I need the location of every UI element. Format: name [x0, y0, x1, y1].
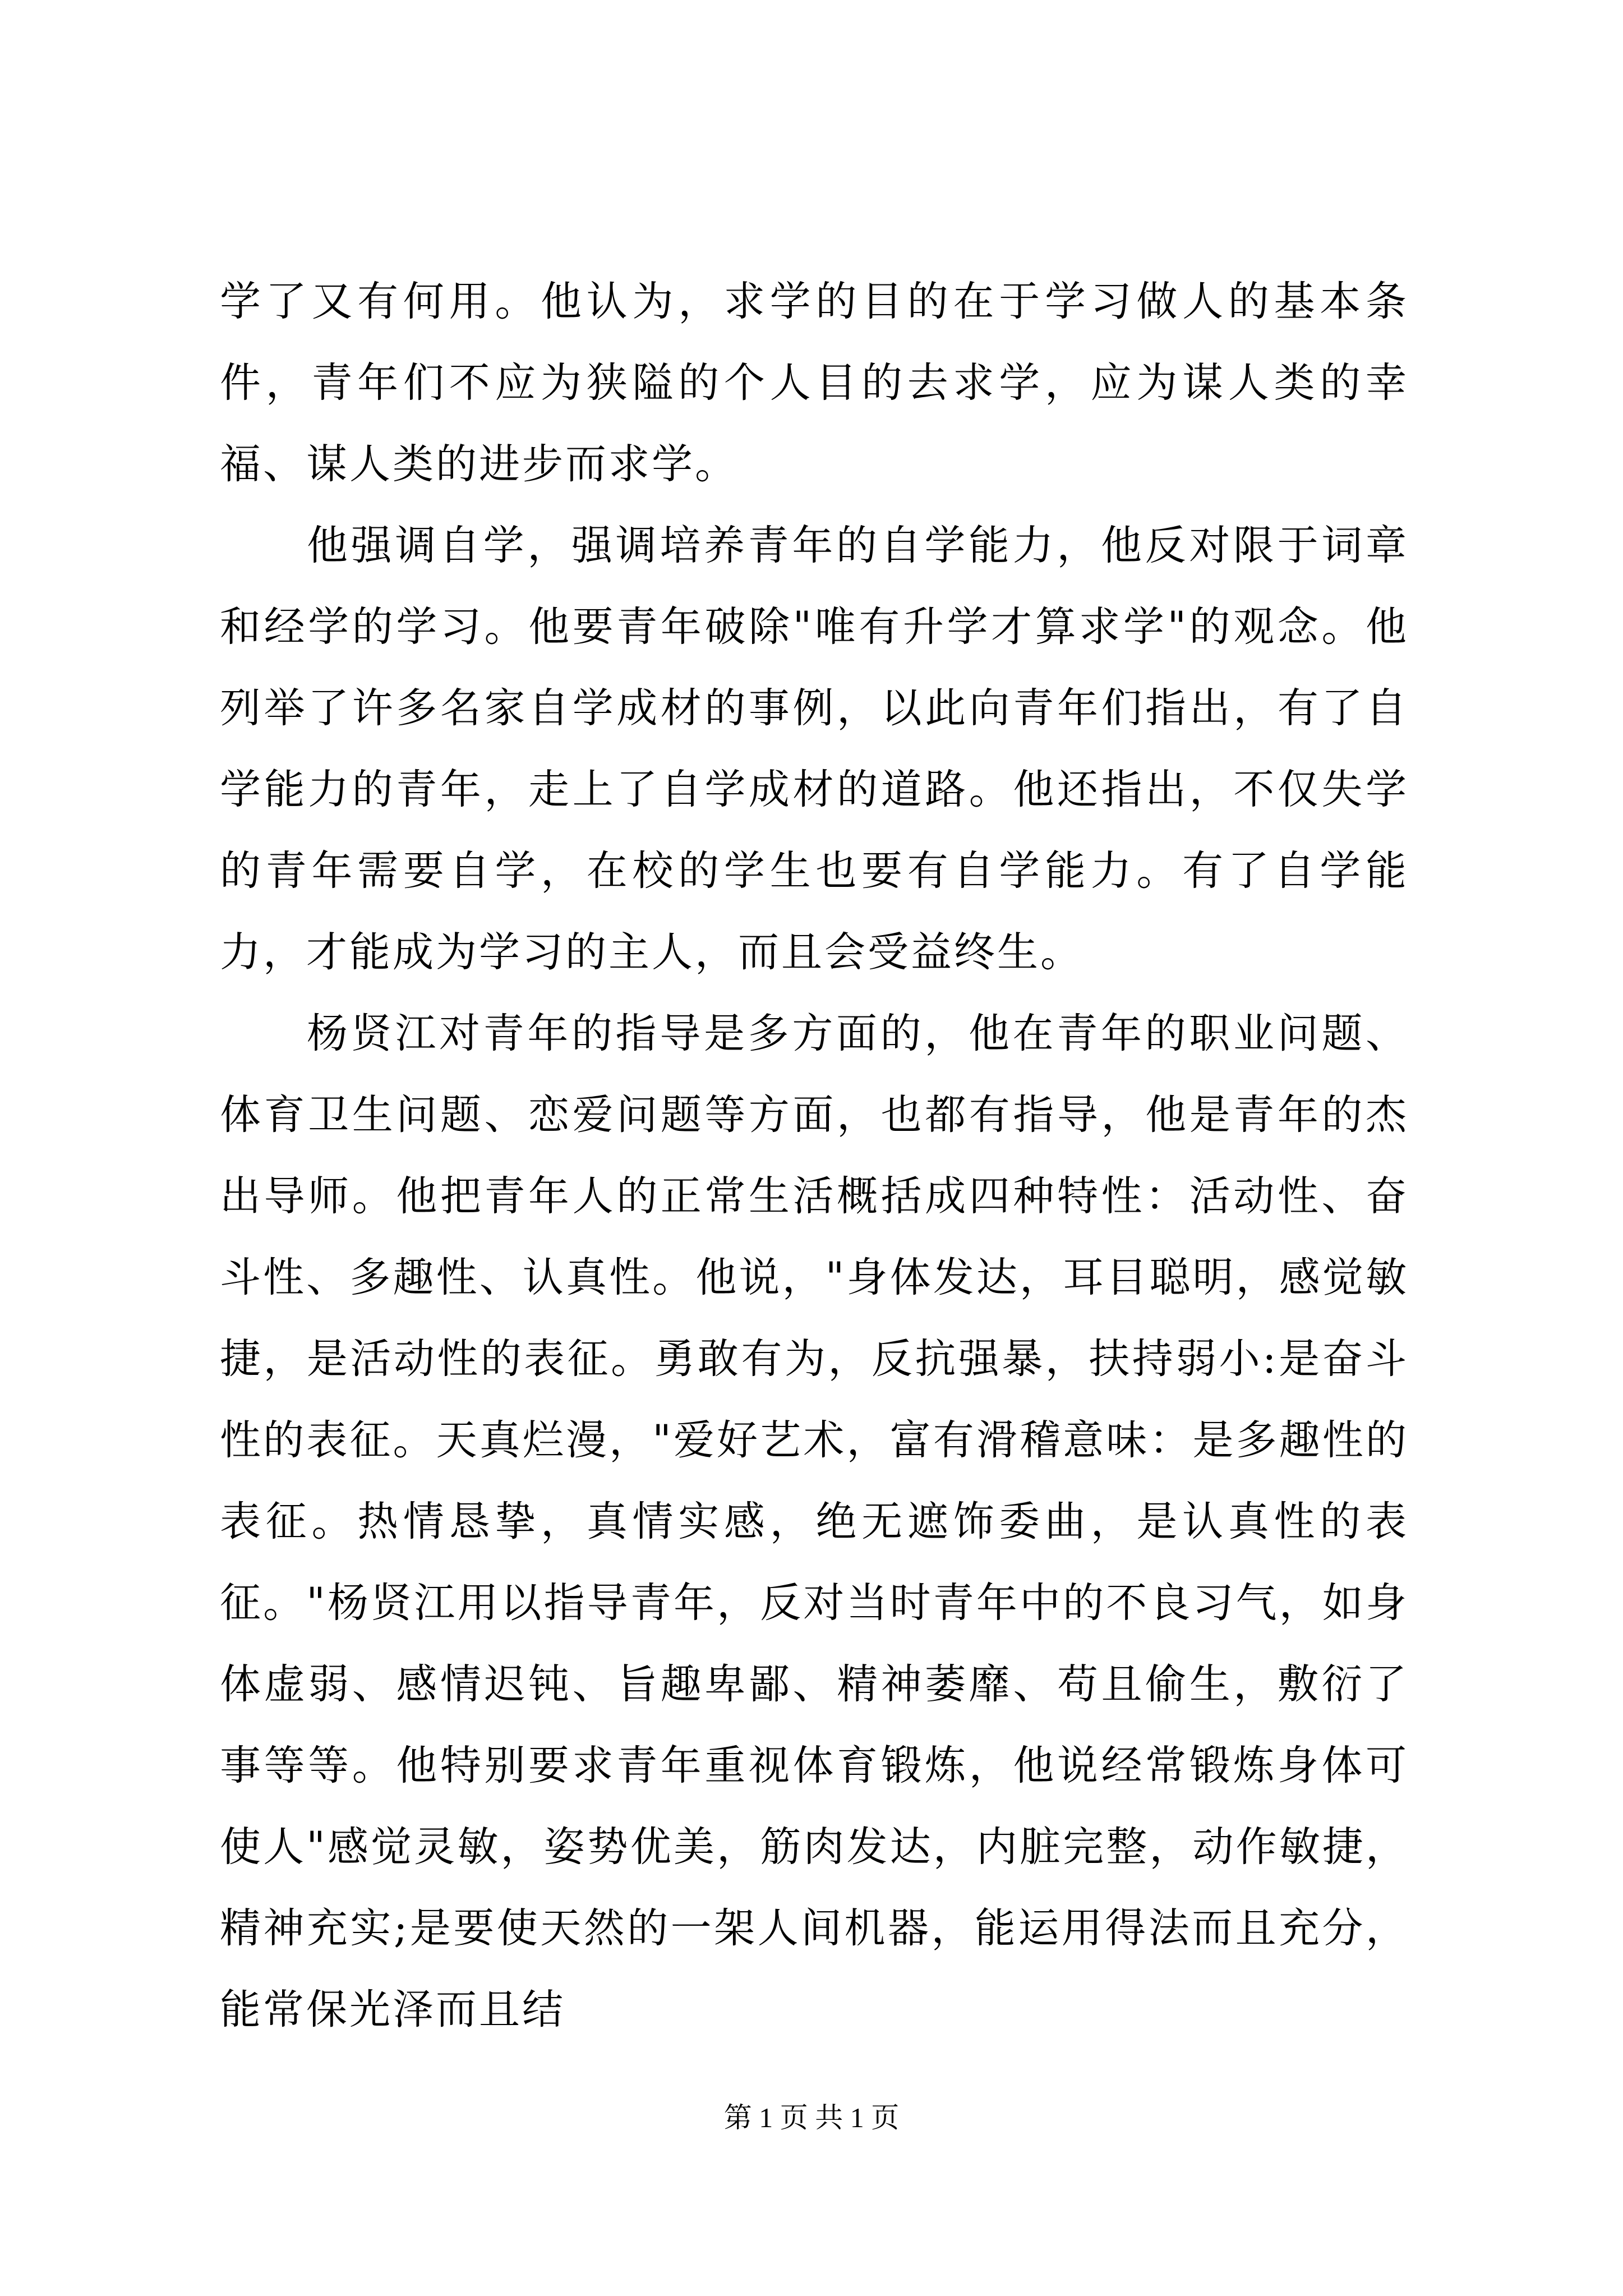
paragraph-1: 学了又有何用。他认为，求学的目的在于学习做人的基本条件，青年们不应为狭隘的个人目的去求学，应为谋人类的幸福、谋人类的进步而求学。: [220, 278, 1409, 488]
paragraph-2: 他强调自学，强调培养青年的自学能力，他反对限于词章和经学的学习。他要青年破除"唯有升学才算求学"的观念。他列举了许多名家自学成材的事例，以此向青年们指出，有了自学能力的青年，走上了自学成材的道路。他还指出，不仅失学的青年需要自学，在校的学生也要有自学能力。有了自学能力，才能成为学习的主人，而且会受益终生。: [220, 522, 1409, 976]
paragraph-3: 杨贤江对青年的指导是多方面的，他在青年的职业问题、体育卫生问题、恋爱问题等方面，也都有指导，他是青年的杰出导师。他把青年人的正常生活概括成四种特性：活动性、奋斗性、多趣性、认真性。他说，"身体发达，耳目聪明，感觉敏捷，是活动性的表征。勇敢有为，反抗强暴，扶持弱小:是奋斗性的表征。天真烂漫，"爱好艺术，富有滑稽意味：是多趣性的表征。热情恳挚，真情实感，绝无遮饰委曲，是认真性的表征。"杨贤江用以指导青年，反对当时青年中的不良习气，如身体虚弱、感情迟钝、旨趣卑鄙、精神萎靡、苟且偷生，敷衍了事等等。他特别要求青年重视体育锻炼，他说经常锻炼身体可使人"感觉灵敏，姿势优美，筋肉发达，内脏完整，动作敏捷，精神充实;是要使天然的一架人间机器，能运用得法而且充分，能常保光泽而且结: [220, 1010, 1409, 2033]
page-footer: 第 1 页 共 1 页: [723, 2102, 900, 2133]
document-body: [220, 261, 1409, 2050]
